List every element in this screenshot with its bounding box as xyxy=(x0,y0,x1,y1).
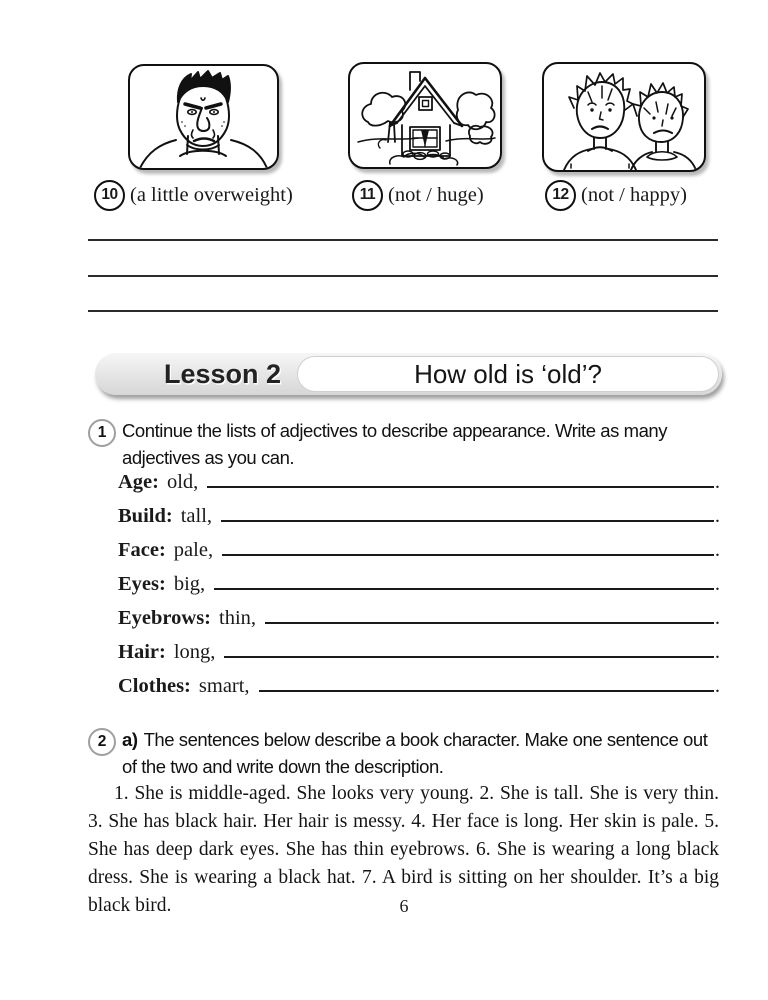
grumpy-man-icon xyxy=(130,66,277,168)
exercise2-number-badge: 2 xyxy=(88,728,116,756)
answer-blank xyxy=(214,588,714,590)
exercise1-instruction: Continue the lists of adjectives to describe appearance. Write as many adjectives as you can. xyxy=(122,420,668,468)
exercise2-instruction: The sentences below describe a book character. Make one sentence out of the two and write down the description. xyxy=(122,729,708,777)
adjective-row-eyes xyxy=(118,573,720,607)
row-label: Build: xyxy=(118,505,173,527)
row-example: pale, xyxy=(173,539,214,561)
exercise2-header xyxy=(88,727,722,780)
exercise2-passage: 1. She is middle-aged. She looks very young. 2. She is tall. She is very thin. 3. She has black hair. Her hair is messy. 4. Her face is long. Her skin is pale. 5. She has deep dark eyes. She has thin eyebrows. 6. She is wearing a long black dress. She is wearing a black hat. 7. A bird is sitting on her shoulder. It’s a big black bird. xyxy=(88,783,719,916)
page-number: 6 xyxy=(399,896,409,916)
row-period: . xyxy=(714,641,720,663)
adjective-row-hair xyxy=(118,641,720,675)
row-label: Eyes: xyxy=(118,573,166,595)
caption-12 xyxy=(545,180,687,210)
writing-line xyxy=(88,239,718,241)
house-icon xyxy=(350,64,500,167)
answer-blank xyxy=(222,554,714,556)
row-label: Eyebrows: xyxy=(118,607,212,629)
row-example: old, xyxy=(166,471,199,493)
answer-blank xyxy=(265,622,714,624)
caption-text: (not / huge) xyxy=(388,183,484,206)
adjective-row-clothes xyxy=(118,675,720,709)
picture-card-10 xyxy=(128,64,279,170)
caption-10 xyxy=(94,180,293,210)
row-period: . xyxy=(714,573,720,595)
lesson-title: How old is ‘old’? xyxy=(297,356,719,392)
adjective-row-age xyxy=(118,471,720,505)
row-label: Age: xyxy=(118,471,159,493)
answer-blank xyxy=(221,520,714,522)
number-badge: 11 xyxy=(352,180,383,211)
row-label: Face: xyxy=(118,539,166,561)
adjective-row-build xyxy=(118,505,720,539)
caption-text: (not / happy) xyxy=(581,183,687,206)
answer-blank xyxy=(259,690,714,692)
answer-blank xyxy=(207,486,714,488)
part-a-label: a) xyxy=(122,729,138,750)
lesson-banner xyxy=(95,353,722,395)
row-period: . xyxy=(714,505,720,527)
lesson-number-label: Lesson 2 xyxy=(163,358,282,389)
caption-text: (a little overweight) xyxy=(130,183,293,206)
number-badge: 12 xyxy=(545,180,576,211)
row-period: . xyxy=(714,539,720,561)
picture-card-11 xyxy=(348,62,502,169)
row-label: Clothes: xyxy=(118,675,191,697)
row-example: long, xyxy=(173,641,216,663)
row-period: . xyxy=(714,607,720,629)
answer-blank xyxy=(224,656,713,658)
two-sad-boys-icon xyxy=(544,64,704,170)
row-example: tall, xyxy=(180,505,213,527)
caption-11 xyxy=(352,180,484,210)
row-period: . xyxy=(714,471,720,493)
picture-card-12 xyxy=(542,62,706,172)
adjective-list xyxy=(118,471,720,709)
exercise1-header xyxy=(88,418,722,471)
adjective-row-eyebrows xyxy=(118,607,720,641)
row-label: Hair: xyxy=(118,641,166,663)
writing-line xyxy=(88,310,718,312)
row-example: thin, xyxy=(219,607,257,629)
writing-line xyxy=(88,275,718,277)
row-example: smart, xyxy=(198,675,250,697)
row-example: big, xyxy=(173,573,206,595)
exercise1-number-badge: 1 xyxy=(88,419,116,447)
exercise2-instruction-wrap xyxy=(122,727,722,780)
row-period: . xyxy=(714,675,720,697)
adjective-row-face xyxy=(118,539,720,573)
number-badge: 10 xyxy=(94,180,125,211)
